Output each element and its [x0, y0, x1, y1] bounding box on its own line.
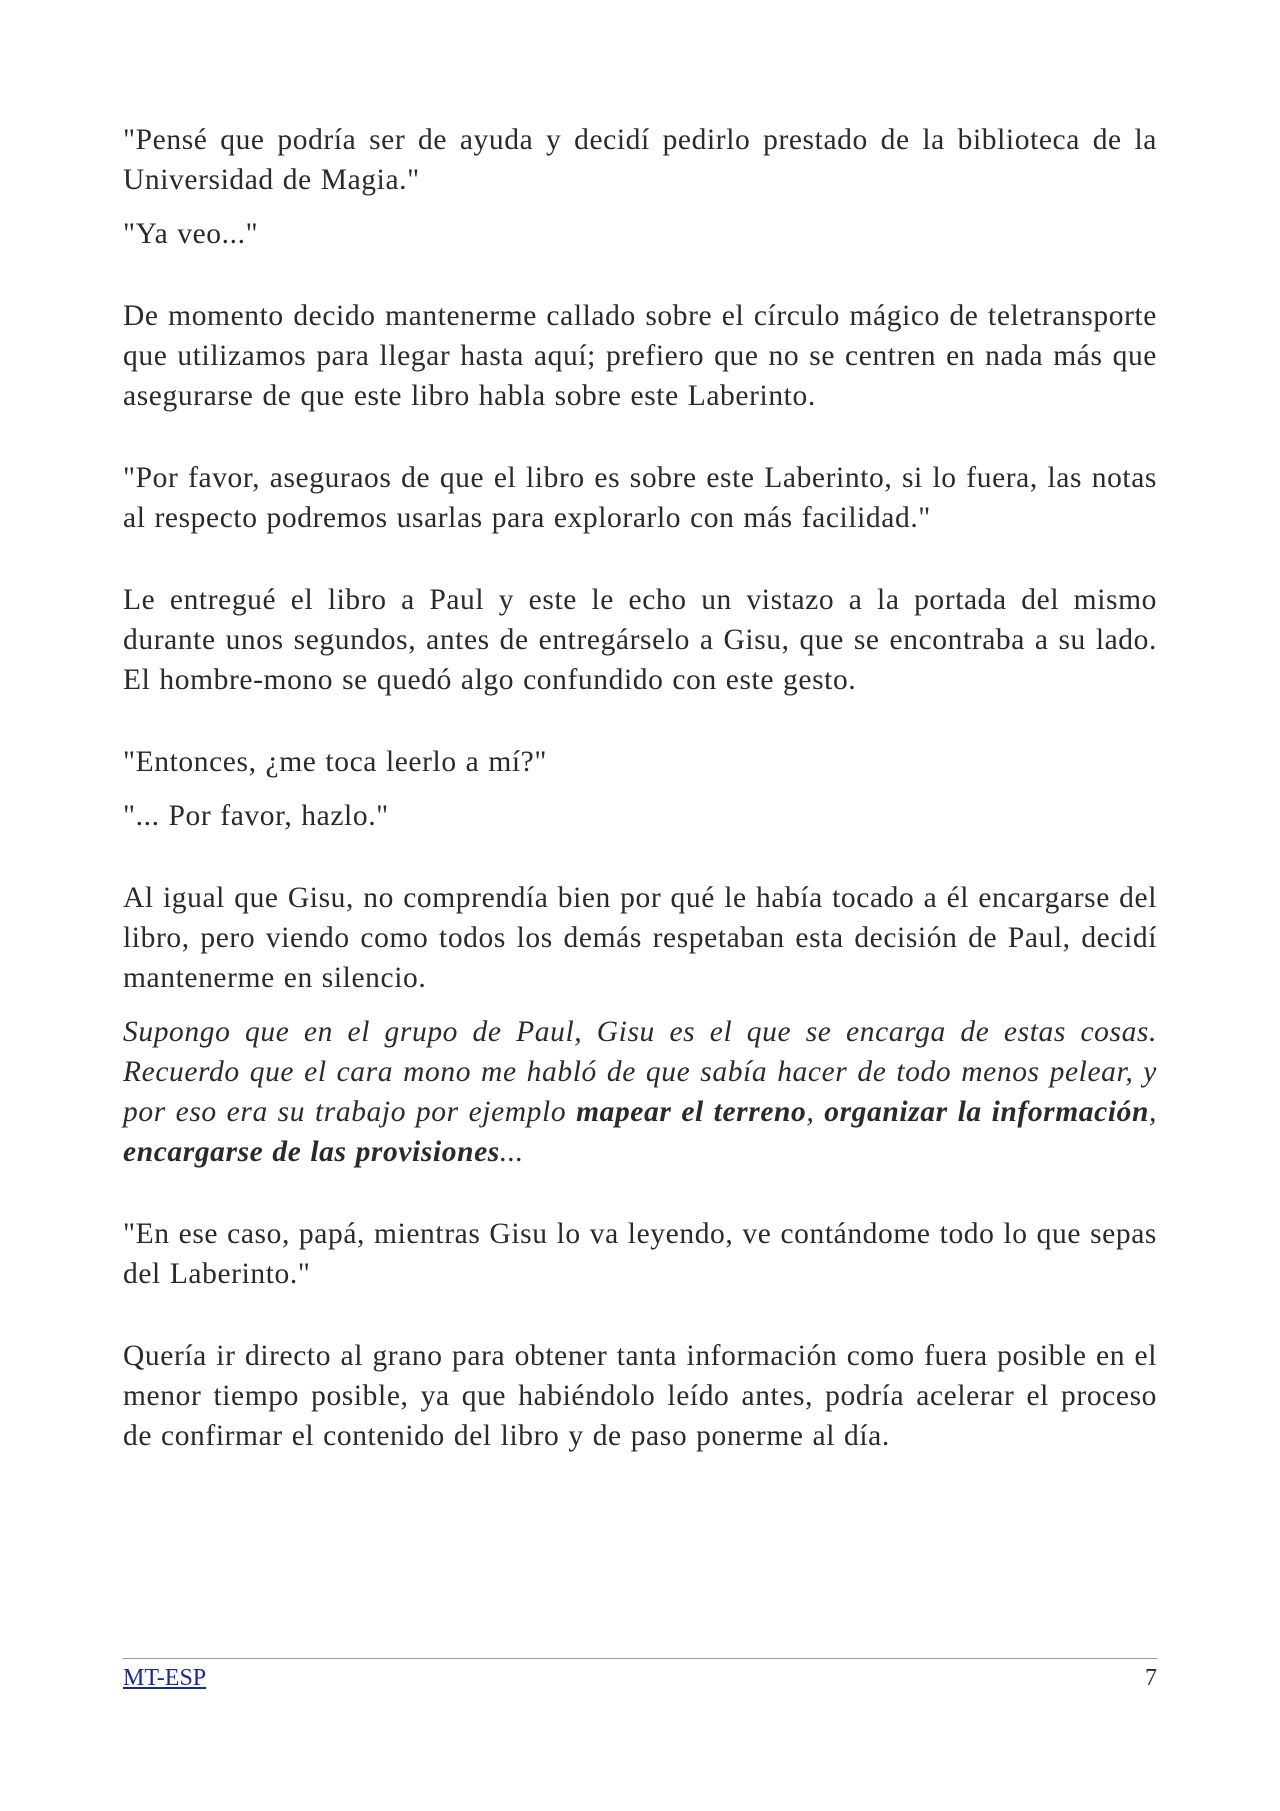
- text-segment: "Por favor, aseguraos de que el libro es sobre este Laberinto, si lo fuera, las notas al respecto podremos usarlas para explorarlo con más facilidad.": [123, 462, 1157, 534]
- text-paragraph: [123, 878, 1157, 998]
- text-segment: Al igual que Gisu, no comprendía bien por qué le había tocado a él encargarse del libro, pero viendo como todos los demás respetaban esta decisión de Paul, decidí mantenerme en silencio.: [123, 882, 1157, 994]
- text-segment: De momento decido mantenerme callado sobre el círculo mágico de teletransporte que utilizamos para llegar hasta aquí; prefiero que no se centren en nada más que asegurarse de que este libro habla sobre este Laberinto.: [123, 300, 1157, 412]
- text-segment: ,: [1149, 1096, 1157, 1128]
- text-segment: "Ya veo...": [123, 218, 259, 250]
- text-segment: "En ese caso, papá, mientras Gisu lo va leyendo, ve contándome todo lo que sepas del Laberinto.": [123, 1218, 1157, 1290]
- text-paragraph: [123, 796, 1157, 836]
- emphasis-text: organizar la información: [824, 1096, 1150, 1128]
- page-number: 7: [1145, 1665, 1157, 1691]
- text-paragraph: [123, 296, 1157, 416]
- text-segment: Le entregué el libro a Paul y este le echo un vistazo a la portada del mismo durante unos segundos, antes de entregárselo a Gisu, que se encontraba a su lado. El hombre-mono se quedó algo confundido con este gesto.: [123, 584, 1157, 696]
- page-body: [123, 120, 1157, 1456]
- text-paragraph: [123, 458, 1157, 538]
- text-paragraph: [123, 742, 1157, 782]
- text-paragraph: [123, 580, 1157, 700]
- footer-link[interactable]: MT-ESP: [123, 1665, 207, 1691]
- text-segment: "Entonces, ¿me toca leerlo a mí?": [123, 746, 548, 778]
- inner-thought-paragraph: [123, 1012, 1157, 1172]
- emphasis-text: encargarse de las provisiones: [123, 1136, 500, 1168]
- text-segment: "Pensé que podría ser de ayuda y decidí pedirlo prestado de la biblioteca de la Universidad de Magia.": [123, 124, 1157, 196]
- text-segment: "... Por favor, hazlo.": [123, 800, 389, 832]
- text-paragraph: [123, 1336, 1157, 1456]
- text-paragraph: [123, 120, 1157, 200]
- text-paragraph: [123, 1214, 1157, 1294]
- emphasis-text: mapear el terreno: [576, 1096, 807, 1128]
- text-segment: ...: [499, 1136, 524, 1168]
- text-segment: Quería ir directo al grano para obtener tanta información como fuera posible en el menor tiempo posible, ya que habiéndolo leído antes, podría acelerar el proceso de confirmar el contenido del libro y de paso ponerme al día.: [123, 1340, 1157, 1452]
- text-paragraph: [123, 214, 1157, 254]
- text-segment: ,: [806, 1096, 825, 1128]
- text-segment: Supongo que en el grupo de Paul, Gisu es el que se encarga de estas cosas. Recuerdo que el cara mono me habló de que sabía hacer de todo menos pelear, y por eso era su trabajo por ejemplo: [123, 1016, 1157, 1128]
- page-footer: [123, 1658, 1157, 1705]
- italic-text: [123, 1016, 1157, 1168]
